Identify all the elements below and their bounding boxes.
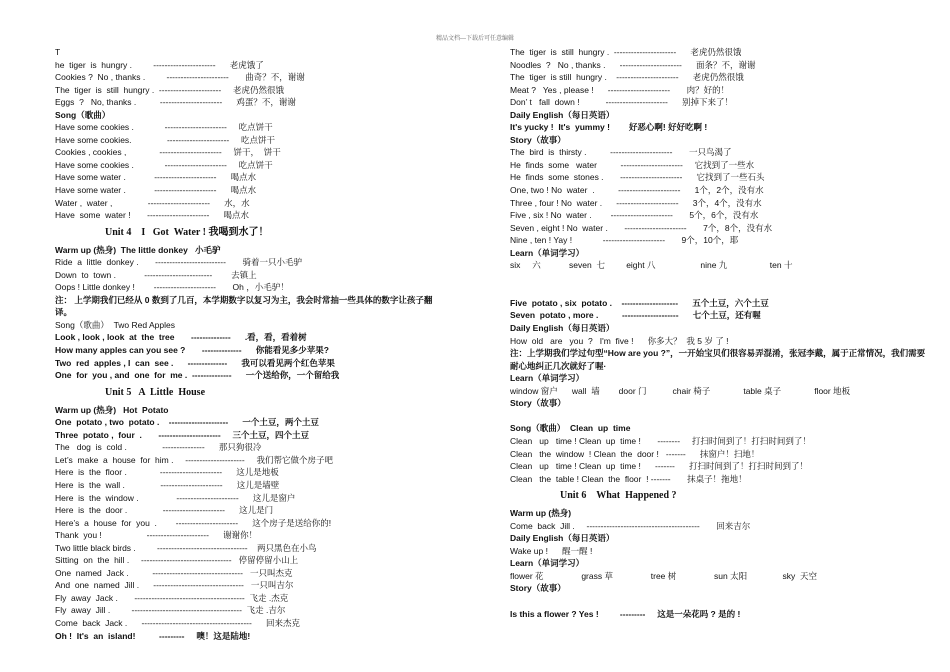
text-line: One for you , and one for me . -------------- 一个送给你，一个留给我 xyxy=(55,370,340,381)
text-line: flower 花 grass 草 tree 树 sun 太阳 sky 天空 xyxy=(510,570,818,581)
text-line: T xyxy=(55,47,61,57)
text-line: Ride a little donkey . ------------------------- 骑着一只小毛驴 xyxy=(55,257,302,268)
text-line: Warm up (热身) Hot Potato xyxy=(55,404,169,415)
blank-line xyxy=(510,284,930,297)
text-line: Five , six ! No water . ---------------------- 5个，6个，没有水 xyxy=(510,210,759,221)
text-line: Cookies ? No , thanks . ---------------------- 曲奇？不，谢谢 xyxy=(55,72,305,83)
text-line: he tiger is hungry . ---------------------- 老虎饿了 xyxy=(55,59,264,70)
text-line: Nine , ten ! Yay ! ---------------------- 9个，10个，耶 xyxy=(510,235,739,246)
text-line: Story（故事） xyxy=(510,583,566,594)
text-line: Warm up (热身) The little donkey 小毛驴 xyxy=(55,244,221,255)
text-line: Learn（单词学习） xyxy=(510,373,585,384)
text-line: Warm up (热身) xyxy=(510,508,572,519)
text-line: Oops ! Little donkey ! ---------------------- Oh ，小毛驴！ xyxy=(55,282,289,293)
text-line: One potato , two potato . --------------------- 一个土豆，两个土豆 xyxy=(55,417,319,428)
text-line: Seven potato , more . -------------------- 七个土豆，还有喔 xyxy=(510,310,761,321)
text-line: Five potato , six potato . -------------------- 五个土豆，六个土豆 xyxy=(510,297,769,308)
blank-line xyxy=(510,410,930,423)
text-line: Oh ! It's an island! --------- 噢！这是陆地! xyxy=(55,630,251,641)
blank-line xyxy=(510,595,930,608)
text-line: Fly away Jack . --------------------------------------- 飞走 .杰克 xyxy=(55,592,289,603)
text-line: Thank you ! ---------------------- 谢谢你！ xyxy=(55,530,258,541)
page-header: 精品文档---下载后可任意编辑 xyxy=(436,36,514,42)
text-line: Clean the table ! Clean the floor ! ------- 抹桌子！拖地！ xyxy=(510,473,747,484)
text-line: Daily English（每日英语） xyxy=(510,533,615,544)
text-line: Don’ t fall down ! ---------------------- 别掉下来了！ xyxy=(510,97,734,108)
text-line: Three potato , four . ---------------------- 三个土豆，四个土豆 xyxy=(55,429,310,440)
text-line: Two little black birds . -------------------------------- 两只黑色在小鸟 xyxy=(55,542,317,553)
text-line: window 窗户 wall 墙 door 门 chair 椅子 table 桌子 floor 地板 xyxy=(510,385,851,396)
text-line: And one named Jill . -------------------------------- 一只叫吉尔 xyxy=(55,580,294,591)
text-line: Noodles ? No , thanks . ---------------------- 面条？不，谢谢 xyxy=(510,59,756,70)
text-line: One, two ! No water . ---------------------- 1个，2个，没有水 xyxy=(510,185,764,196)
text-line: The tiger is still hungry . ---------------------- 老虎仍然很饿 xyxy=(510,47,742,57)
text-line: Here is the wall . ---------------------- 这儿是墙壁 xyxy=(55,479,280,490)
text-line: Learn（单词学习） xyxy=(510,558,585,569)
text-line: Song（歌曲） xyxy=(55,109,111,120)
unit-heading: Unit 4 I Got Water ! 我喝到水了！ xyxy=(105,226,269,238)
text-line: Water , water , ---------------------- 水，水 xyxy=(55,197,250,208)
text-line: Here is the floor . ---------------------- 这儿是地板 xyxy=(55,467,279,478)
text-line: Have some water ! ---------------------- 喝点水 xyxy=(55,210,250,221)
right-column xyxy=(510,46,930,620)
text-line: Here is the door . ---------------------- 这儿是门 xyxy=(55,505,274,516)
text-line: Song（歌曲） Clean up time xyxy=(510,423,631,434)
text-line: Clean up time ! Clean up time ! ------- 打扫时间到了！打扫时间到了！ xyxy=(510,461,809,472)
text-line: He finds some stones . ---------------------- 它找到了一些石头 xyxy=(510,172,765,183)
text-line: Clean the window ! Clean the door ! ------- 抹窗户！扫地！ xyxy=(510,448,760,459)
text-line: Have some cookies . ---------------------- 吃点饼干 xyxy=(55,159,273,170)
text-line: Daily English（每日英语） xyxy=(510,323,615,334)
text-line: He finds some water ---------------------- 它找到了一些水 xyxy=(510,159,755,170)
text-line: Meat ? Yes , please ! ---------------------- 肉？好的！ xyxy=(510,84,730,95)
text-line: How many apples can you see ? -------------- 你能看见多少苹果? xyxy=(55,345,329,356)
text-line: Eggs ? No, thanks . ---------------------- 鸡蛋？不，谢谢 xyxy=(55,97,296,108)
text-line: Down to town . ------------------------ 去镇上 xyxy=(55,269,257,280)
text-line: Song（歌曲） Two Red Apples xyxy=(55,319,176,330)
text-line: The tiger is still hungry . ---------------------- 老虎仍然很饿 xyxy=(55,84,285,95)
text-line: Here’s a house for you . ---------------------- 这个房子是送给你的! xyxy=(55,517,332,528)
text-line: How old are you ? I'm five ! 你多大？ 我 5 岁 了 ! xyxy=(510,335,729,346)
text-line: Wake up ! 醒一醒 ! xyxy=(510,545,593,556)
blank-line xyxy=(510,272,930,285)
text-line: Seven , eight ! No water . ---------------------- 7个，8个，没有水 xyxy=(510,222,773,233)
text-line: The tiger is still hungry . ---------------------- 老虎仍然很饿 xyxy=(510,72,744,83)
text-line: 注： 上学期我们已经从 0 数到了几百，本学期数字以复习为主，我会时常抽一些具体的数字让孩子翻译。 xyxy=(55,294,433,318)
text-line: Cookies , cookies , ---------------------- 饼干， 饼干 xyxy=(55,147,281,158)
unit-heading: Unit 5 A Little House xyxy=(105,386,206,398)
left-column xyxy=(55,46,440,642)
unit-heading: Unit 6 What Happened ? xyxy=(560,490,677,502)
text-line: Have some water . ---------------------- 喝点水 xyxy=(55,172,257,183)
text-line: 注：上学期我们学过句型“How are you ?”，一开始宝贝们很容易弄混淆，张冠李戴，属于正常情况，我们需要耐心地纠正几次就好了喔· xyxy=(510,348,926,371)
text-line: Story（故事） xyxy=(510,398,566,409)
text-line: Look , look , look at the tree -------------- .看，看，看着树 xyxy=(55,332,307,343)
text-line: Here is the window . ---------------------- 这儿是窗户 xyxy=(55,492,296,503)
text-line: Clean up time ! Clean up time ! -------- 打扫时间到了！打扫时间到了！ xyxy=(510,435,811,446)
text-line: The dog is cold . --------------- 那只狗很冷 xyxy=(55,442,262,453)
text-line: Daily English（每日英语） xyxy=(510,109,615,120)
text-line: One named Jack . -------------------------------- 一只叫杰克 xyxy=(55,567,293,578)
text-line: Sitting on the hill . -------------------------------- 停留停留小山上 xyxy=(55,555,299,566)
text-line: Have some cookies . ---------------------- 吃点饼干 xyxy=(55,122,273,133)
text-line: Story（故事） xyxy=(510,134,566,145)
text-line: Three , four ! No water . ---------------------- 3个，4个，没有水 xyxy=(510,197,762,208)
text-line: Have some water . ---------------------- 喝点水 xyxy=(55,185,257,196)
text-line: Is this a flower ? Yes ! --------- 这是一朵花吗 ? 是的 ! xyxy=(510,608,741,619)
text-line: six 六 seven 七 eight 八 nine 九 ten 十 xyxy=(510,260,793,271)
text-line: Let’s make a house for him . --------------------- 我们帮它做个房子吧 xyxy=(55,454,333,465)
text-line: Have some cookies. ---------------------- 吃点饼干 xyxy=(55,134,276,145)
text-line: The bird is thirsty . ---------------------- 一只鸟渴了 xyxy=(510,147,732,158)
text-line: Fly away Jill . --------------------------------------- 飞走 .吉尔 xyxy=(55,605,286,616)
text-line: Two red apples , I can see . -------------- 我可以看见两个红色苹果 xyxy=(55,357,335,368)
text-line: Come back Jill . ---------------------------------------- 回来吉尔 xyxy=(510,520,751,531)
text-line: Come back Jack . --------------------------------------- 回来杰克 xyxy=(55,617,301,628)
text-line: It's yucky ! It's yummy ! 好恶心啊! 好好吃啊 ! xyxy=(510,122,708,133)
text-line: Learn（单词学习） xyxy=(510,247,585,258)
